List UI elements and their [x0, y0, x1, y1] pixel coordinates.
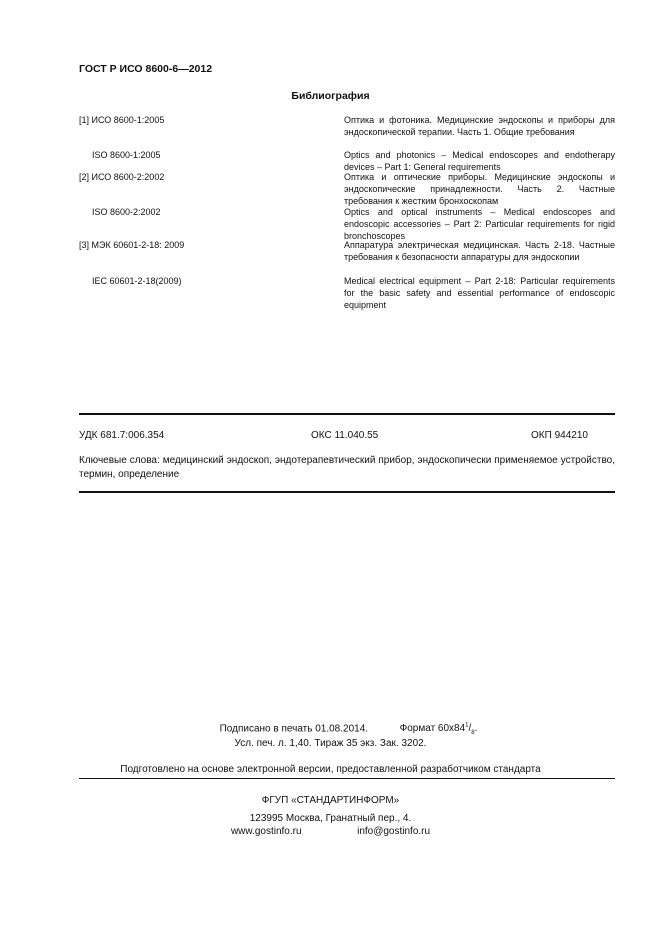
standard-header: ГОСТ Р ИСО 8600-6—2012 — [79, 63, 213, 75]
bibliography-description: Оптика и фотоника. Медицинские эндоскопы и приборы для эндоскопической терапии. Часть 1. Общие требования — [344, 115, 615, 137]
divider-top — [79, 413, 615, 415]
keywords: Ключевые слова: медицинский эндоскоп, эндотерапевтический прибор, эндоскопически применяемое устройство, термин, определение — [79, 455, 615, 480]
email-link[interactable]: info@gostinfo.ru — [357, 826, 431, 837]
bibliography-description: Optics and optical instruments – Medical endoscopes and endoscopic accessories – Part 2: Particular requirements for rigid bronchoscopes — [344, 207, 615, 241]
bibliography-code: [2] ИСО 8600-2:2002 — [79, 172, 165, 182]
bibliography-code: ISO 8600-2:2002 — [92, 207, 161, 217]
contact-line — [0, 826, 661, 837]
okp-code: ОКП 944210 — [531, 430, 588, 441]
divider-imprint — [79, 778, 615, 779]
bibliography-title: Библиография — [291, 90, 370, 102]
signed-date: Подписано в печать 01.08.2014. — [219, 723, 369, 735]
oks-code: ОКС 11.040.55 — [311, 430, 379, 441]
publisher-address: 123995 Москва, Гранатный пер., 4. — [249, 813, 412, 824]
prepared-note: Подготовлено на основе электронной версии, предоставленной разработчиком стандарта — [120, 764, 541, 775]
udk-code: УДК 681.7:006.354 — [79, 430, 165, 441]
bibliography-description: Medical electrical equipment – Part 2-18: Particular requirements for the basic safety and essential performance of endoscopic equipment — [344, 276, 615, 310]
bibliography-code: IEC 60601-2-18(2009) — [92, 276, 182, 286]
bibliography-description: Аппаратура электрическая медицинская. Часть 2-18. Частные требования к безопасности аппаратуры для эндоскопии — [344, 240, 615, 262]
divider-bottom — [79, 491, 615, 493]
bibliography-description: Optics and photonics – Medical endoscopes and endotherapy devices – Part 1: General requirements — [344, 150, 615, 172]
bibliography-code: [1] ИСО 8600-1:2005 — [79, 115, 165, 125]
publisher-name: ФГУП «СТАНДАРТИНФОРМ» — [261, 795, 400, 806]
print-info: Усл. печ. л. 1,40. Тираж 35 экз. Зак. 3202. — [234, 738, 427, 749]
bibliography-code: [3] МЭК 60601-2-18: 2009 — [79, 240, 185, 250]
bibliography-description: Оптика и оптические приборы. Медицинские эндоскопы и эндоскопические принадлежности. Часть 2. Частные требования к жестким бронхоскопам — [344, 172, 615, 206]
bibliography-code: ISO 8600-1:2005 — [92, 150, 161, 160]
imprint-signed-line — [18, 723, 661, 736]
website-link[interactable]: www.gostinfo.ru — [230, 826, 302, 837]
paper-format: Формат $60x84^1/_8$. — [399, 723, 478, 737]
